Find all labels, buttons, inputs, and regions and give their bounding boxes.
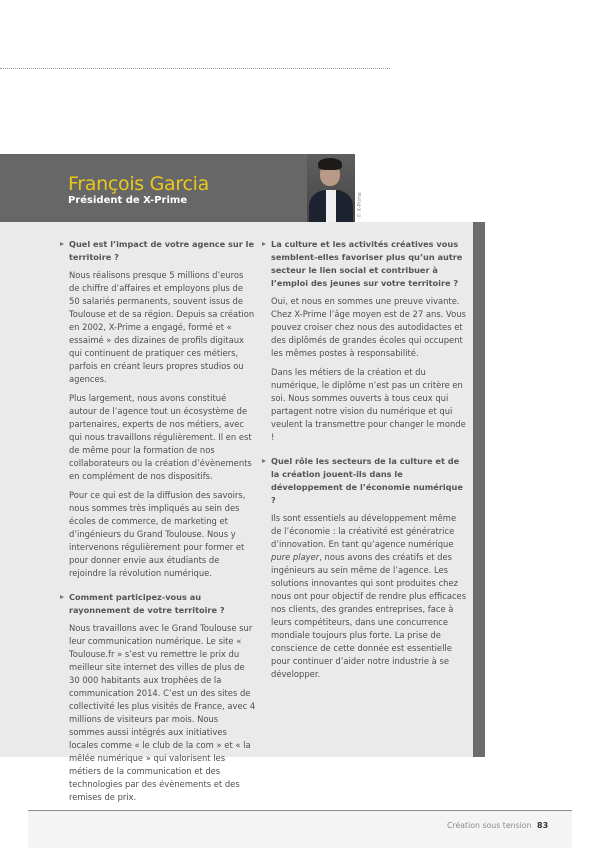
left-column (60, 238, 256, 810)
answer-paragraph: Nous travaillons avec le Grand Toulouse sur leur communication numérique. Le site « Toulouse.fr » s’est vu remettre le prix du meilleur site internet des villes de plus de 30 000 habitants aux trophées de la communication 2014. C’est un des sites de collectivité les plus visités de France, avec 4 millions de visiteurs par mois. Nous sommes aussi intégrés aux initiatives locales comme « le club de la com » et « la mêlée numérique » qui valorisent les métiers de la communication et des technologies par des évènements et des remises de prix. (69, 623, 256, 802)
photo-credit: © X-Prime (357, 192, 363, 218)
footer-section-title: Création sous tension (447, 821, 532, 830)
question: Quel est l’impact de votre agence sur le territoire ? (60, 238, 256, 264)
right-column (262, 238, 468, 687)
italic-term: pure player (271, 552, 320, 562)
answer-paragraph: Dans les métiers de la création et du numérique, le diplôme n’est pas un critère en soi. Nous sommes ouverts à tous ceux qui partagent notre vision du numérique et qui veulent la transmettre pour changer le monde ! (271, 367, 466, 442)
top-dotted-rule (0, 68, 390, 69)
triangle-bullet-icon (262, 459, 266, 463)
question: Quel rôle les secteurs de la culture et de la création jouent-ils dans le développement de l’économie numérique ? (262, 455, 468, 507)
interviewee-role: Président de X-Prime (68, 195, 188, 206)
interviewee-name: François Garcia (68, 173, 209, 195)
question: Comment participez-vous au rayonnement de votre territoire ? (60, 591, 256, 617)
side-accent-bar (473, 222, 485, 757)
answer-paragraph: Plus largement, nous avons constitué autour de l’agence tout un écosystème de partenaires, experts de nos métiers, avec qui nous travaillons régulièrement. Il en est de même pour la formation de nos collaborateurs ou la création d’évènements en complément de nos dispositifs. (69, 393, 252, 481)
answer-paragraph: Ils sont essentiels au développement même de l’économie : la créativité est génératrice d’innovation. En tant qu’agence numérique pure player, nous avons des créatifs et des ingénieurs au sein même de l’agence. Les solutions innovantes qui sont produites chez nous ont pour objectif de rendre plus efficaces nos clients, des grandes entreprises, face à leurs compétiteurs, dans une concurrence mondiale toujours plus forte. La prise de conscience de cette donnée est essentielle pour continuer d’aider notre industrie à se développer. (271, 513, 467, 679)
answer-paragraph: Nous réalisons presque 5 millions d’euros de chiffre d’affaires et employons plus de 50 salariés permanents, souvent issus de Toulouse et de sa région. Depuis sa création en 2002, X-Prime a engagé, formé et « essaimé » des dizaines de profils digitaux qui continuent de pratiquer ces métiers, parfois en créant leurs propres studios ou agences. (69, 270, 255, 384)
triangle-bullet-icon (60, 242, 64, 246)
triangle-bullet-icon (60, 595, 64, 599)
answer-paragraph: Oui, et nous en sommes une preuve vivante. Chez X-Prime l’âge moyen est de 27 ans. Vous pouvez croiser chez nous des autodidactes et des diplômés de grandes écoles qui occupent les mêmes postes à responsabilité. (271, 296, 466, 358)
triangle-bullet-icon (262, 242, 266, 246)
page-number: 83 (537, 821, 549, 830)
portrait-photo (307, 154, 355, 222)
answer-paragraph: Pour ce qui est de la diffusion des savoirs, nous sommes très impliqués au sein des écoles de commerce, de marketing et d’ingénieurs du Grand Toulouse. Nous y intervenons régulièrement pour former et pour donner envie aux étudiants de rejoindre la révolution numérique. (69, 490, 246, 578)
question: La culture et les activités créatives vous semblent-elles favoriser plus qu’un autre secteur le lien social et contribuer à l’emploi des jeunes sur votre territoire ? (262, 238, 468, 290)
